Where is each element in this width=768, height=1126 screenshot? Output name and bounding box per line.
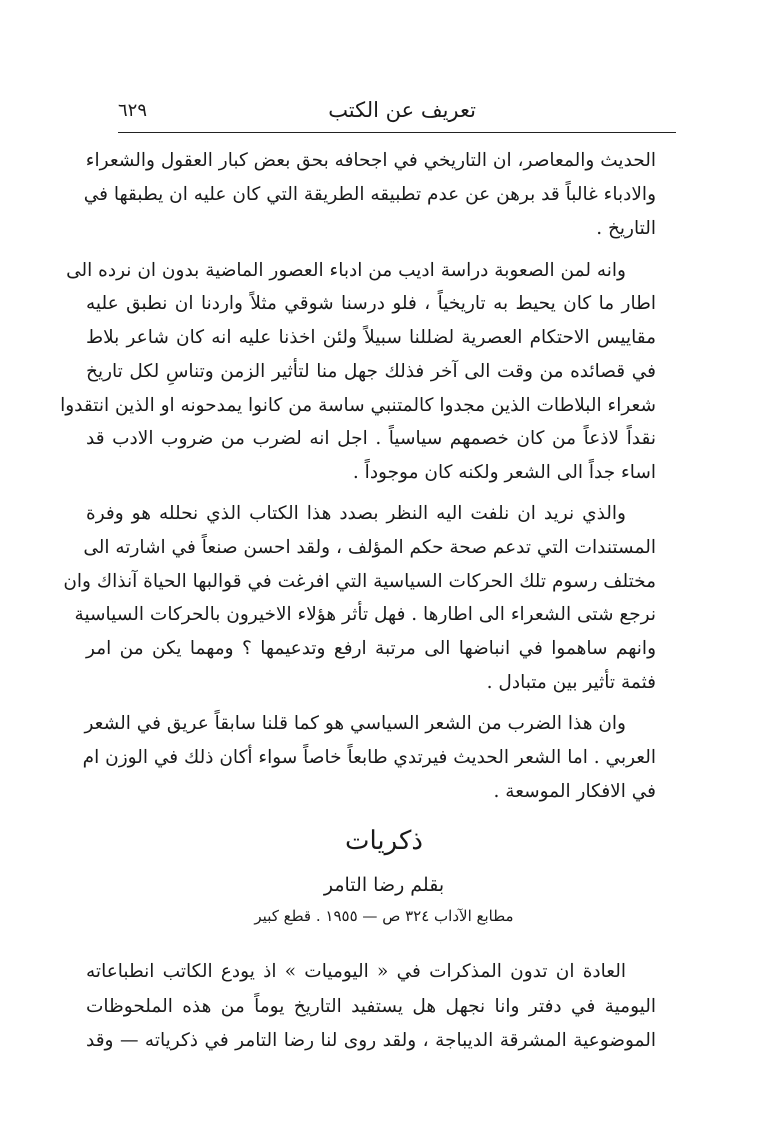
text-line: الحديث والمعاصر، ان التاريخي في اجحافه بحق بعض كبار العقول والشعراء (85, 150, 656, 171)
text-line: وانه لمن الصعوبة دراسة اديب من ادباء العصور الماضية بدون ان نرده الى (66, 260, 626, 281)
running-header (118, 92, 676, 133)
text-line: في قصائده من وقت الى آخر فذلك جهل منا لتأثير الزمن وتناسِ لكل تاريخ (86, 361, 656, 382)
text-line: فثمة تأثير بين متبادل . (486, 672, 656, 693)
text-line: وانهم ساهموا في انباضها الى مرتبة ارفع وتدعيمها ؟ ومهما يكن من امر (86, 638, 656, 659)
text-line: اليومية في دفتر وانا نجهل هل يستفيد التاريخ يوماً من هذه الملحوظات (86, 996, 656, 1017)
text-line: المستندات التي تدعم صحة حكم المؤلف ، ولقد احسن صنعاً في اشارته الى (83, 537, 656, 558)
text-line: شعراء البلاطات الذين مجدوا كالمتنبي ساسة من كانوا يمدحونه او الذين انتقدوا (60, 395, 656, 416)
running-title: تعريف عن الكتب (328, 98, 476, 122)
text-line: اطار ما كان يحيط به تاريخياً ، فلو درسنا شوقي مثلاً واردنا ان نطبق عليه (86, 293, 656, 314)
publication-info: مطابع الآداب ٣٢٤ ص — ١٩٥٥ . قطع كبير (254, 907, 514, 925)
text-line: العربي . اما الشعر الحديث فيرتدي طابعاً خاصاً سواء أكان ذلك في الوزن ام (82, 747, 656, 768)
text-line: العادة ان تدون المذكرات في « اليوميات » اذ يودع الكاتب انطباعاته (86, 961, 626, 982)
text-line: مقاييس الاحتكام العصرية لضللنا سبيلاً ولئن اخذنا عليه انه كان شاعر بلاط (86, 327, 656, 348)
text-line: والادباء غالباً قد برهن عن عدم تطبيقه الطريقة التي كان عليه ان يطبقها في (83, 184, 656, 205)
text-line: في الافكار الموسعة . (493, 781, 656, 802)
text-line: وان هذا الضرب من الشعر السياسي هو كما قلنا سابقاً عريق في الشعر (84, 713, 626, 734)
text-line: اساء جداً الى الشعر ولكنه كان موجوداً . (352, 462, 656, 483)
text-line: والذي نريد ان نلفت اليه النظر بصدد هذا الكتاب الذي نحلله هو وفرة (86, 503, 626, 524)
text-line: نرجع شتى الشعراء الى اطارها . فهل تأثر هؤلاء الاخيرون بالحركات السياسية (74, 604, 656, 625)
text-line: التاريخ . (596, 218, 656, 239)
section-author: بقلم رضا التامر (323, 874, 445, 896)
text-line: الموضوعية المشرقة الديباجة ، ولقد روى لنا رضا التامر في ذكرياته — وقد (86, 1030, 656, 1051)
section-title: ذكريات (345, 826, 423, 856)
page-number: ٦٢٩ (118, 100, 148, 121)
text-line: مختلف رسوم تلك الحركات السياسية التي افرغت في قوالبها الحياة آنذاك وان (63, 571, 656, 592)
text-line: نقداً لاذعاً من كان خصمهم سياسياً . اجل انه لضرب من ضروب الادب قد (86, 428, 656, 449)
